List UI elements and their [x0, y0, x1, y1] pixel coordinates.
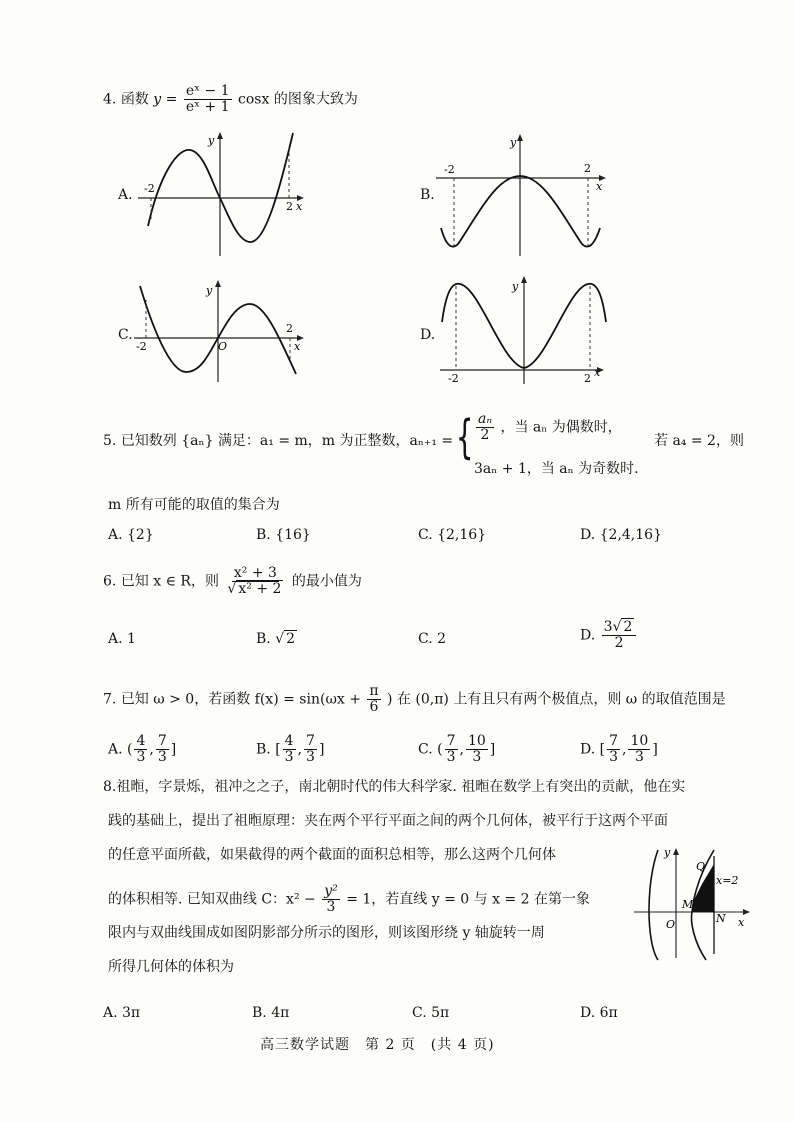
y-label: y	[208, 134, 215, 147]
q4-graph-b[interactable]	[436, 128, 616, 258]
q7-option-a[interactable]: A. ( $\frac{4}{3}$ , $\frac{7}{3}$ ]	[108, 733, 177, 765]
q8-option-b[interactable]: B. 4π	[252, 1005, 290, 1021]
point-n: N	[716, 912, 726, 925]
q5-option-b[interactable]: B. {16}	[256, 527, 311, 543]
q4-graph-d[interactable]	[440, 272, 616, 388]
q5-tail: 若 a₄ = 2，则	[654, 433, 744, 449]
tick-right: 2	[286, 200, 293, 213]
q4-option-c-label[interactable]: C.	[118, 327, 133, 343]
point-m: M	[682, 898, 694, 911]
y-axis-arrow	[521, 276, 527, 283]
y-label: y	[206, 284, 213, 297]
q5-case-even: $\frac{\text{aₙ}}{2}$ ，当 aₙ 为偶数时，	[478, 411, 622, 443]
y-axis-arrow	[215, 280, 221, 287]
q8-line4: 的体积相等. 已知双曲线 C：x² − $\frac{\text{y²}}{3}$ = 1，若直线 y = 0 与 x = 2 在第一象	[108, 883, 590, 915]
q4-option-a-label[interactable]: A.	[118, 187, 133, 203]
q7-option-b[interactable]: B. [ $\frac{4}{3}$ , $\frac{7}{3}$ ]	[256, 733, 325, 765]
y-label: y	[664, 846, 671, 859]
tick-right: 2	[584, 162, 591, 175]
tick-left: -2	[144, 182, 155, 195]
x-label: x	[294, 340, 301, 353]
point-q: Q	[696, 860, 706, 873]
q8-line2: 践的基础上，提出了祖暅原理：夹在两个平行平面之间的两个几何体，被平行于这两个平面	[108, 813, 668, 829]
page-footer: 高三数学试题 第 2 页 (共 4 页)	[260, 1037, 495, 1053]
q8-line5: 限内与双曲线围成如图阴影部分所示的图形，则该图形绕 y 轴旋转一周	[108, 925, 545, 941]
origin-label: O	[218, 340, 228, 353]
q6-option-c[interactable]: C. 2	[418, 631, 447, 647]
x-label: x	[296, 200, 303, 213]
q5-brace: {	[455, 410, 474, 464]
q8-hyperbola-figure	[630, 842, 760, 962]
q6-option-a[interactable]: A. 1	[108, 631, 136, 647]
q8-option-d[interactable]: D. 6π	[580, 1005, 618, 1021]
q8-line6: 所得几何体的体积为	[108, 959, 234, 975]
left-branch	[649, 850, 658, 960]
q5-case-odd: 3aₙ + 1，当 aₙ 为奇数时.	[474, 461, 639, 477]
q7-stem: 7. 已知 ω > 0，若函数 f(x) = sin(ωx + $\frac{\pi}{6}$ ) 在 (0,π) 上有且只有两个极值点，则 ω 的取值范围是	[103, 683, 726, 715]
q7-option-c[interactable]: C. ( $\frac{7}{3}$ , $\frac{10}{3}$ ]	[418, 733, 496, 765]
x-axis-arrow	[743, 909, 750, 915]
q4-fraction: $\frac{\text{eˣ − 1}}{\text{eˣ + 1}}$	[185, 83, 230, 115]
origin-label: O	[666, 918, 676, 931]
y-axis-arrow	[217, 132, 223, 139]
q6-option-b[interactable]: B. √ 2	[256, 631, 296, 647]
q4-option-d-label[interactable]: D.	[420, 327, 436, 343]
y-label: y	[512, 280, 519, 293]
q4-stem: 4. 函数 y = $\frac{\text{eˣ − 1}}{\text{eˣ + 1}}$ cosx 的图象大致为	[103, 83, 358, 115]
q8-option-a[interactable]: A. 3π	[103, 1005, 141, 1021]
tick-right: 2	[584, 372, 591, 385]
x-label: x	[596, 180, 603, 193]
tick-left: -2	[448, 372, 459, 385]
tick-right: 2	[286, 322, 293, 335]
q5-option-c[interactable]: C. {2,16}	[418, 527, 487, 543]
q8-line1: 8.祖暅，字景烁，祖冲之之子，南北朝时代的伟大科学家. 祖暅在数学上有突出的贡献，他在实	[103, 779, 686, 795]
q5-line2: m 所有可能的取值的集合为	[108, 497, 280, 513]
tick-left: -2	[136, 340, 147, 353]
tick-left: -2	[444, 163, 455, 176]
line-label: x=2	[716, 874, 739, 887]
q4-option-b-label[interactable]: B.	[420, 187, 435, 203]
q6-fraction: $\frac{\text{x² + 3}}{\text{√ x² + 2}}$	[227, 565, 282, 597]
q7-option-d[interactable]: D. [ $\frac{7}{3}$ , $\frac{10}{3}$ ]	[580, 733, 658, 765]
q5-option-a[interactable]: A. {2}	[108, 527, 154, 543]
q4-graph-a[interactable]	[138, 128, 308, 258]
q6-option-d[interactable]: D. $\frac{3√ 2}{2}$	[580, 620, 638, 651]
y-axis-arrow	[673, 848, 679, 855]
q8-option-c[interactable]: C. 5π	[412, 1005, 450, 1021]
q4-graph-c[interactable]	[134, 276, 314, 386]
q5-option-d[interactable]: D. {2,4,16}	[580, 527, 662, 543]
q5-stem: 5. 已知数列 {aₙ} 满足：a₁ = m，m 为正整数，aₙ₊₁ =	[103, 433, 454, 449]
x-label: x	[594, 366, 601, 379]
q8-line3: 的任意平面所截，如果截得的两个截面的面积总相等，那么这两个几何体	[108, 847, 556, 863]
x-label: x	[738, 916, 745, 929]
y-axis-arrow	[517, 134, 523, 141]
q6-stem: 6. 已知 x ∈ R，则 $\frac{\text{x² + 3}}{\text{√ x² + 2}}$ 的最小值为	[103, 565, 362, 597]
y-label: y	[510, 136, 517, 149]
